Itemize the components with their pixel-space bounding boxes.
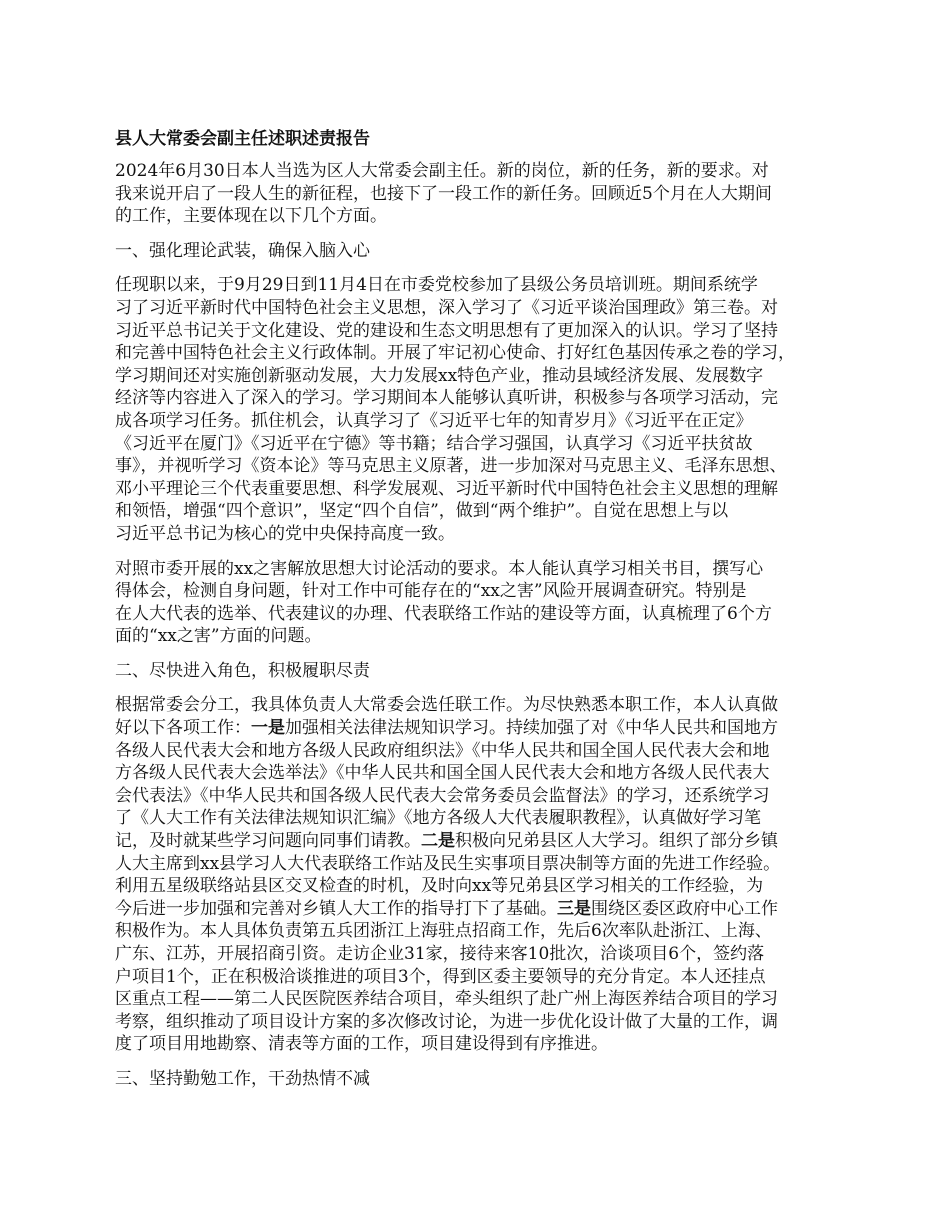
text-line: 在人大代表的选举、代表建议的办理、代表联络工作站的建设等方面，认真梳理了6个方 xyxy=(115,603,772,624)
text-line: 了《人大工作有关法律法规知识汇编》《地方各级人大代表履职教程》，认真做好学习笔 xyxy=(115,808,761,829)
text-line: 2024年6月30日本人当选为区人大常委会副主任。新的岗位，新的任务，新的要求。对 xyxy=(115,161,769,181)
text-segment: 积极向兄弟县区人大学习。组织了部分乡镇 xyxy=(455,831,778,852)
text-line: 我来说开启了一段人生的新征程，也接下了一段工作的新任务。回顾近5个月在人大期间 xyxy=(115,183,772,204)
text-line: 考察，组织推动了项目设计方案的多次修改讨论，为进一步优化设计做了大量的工作，调 xyxy=(115,1011,778,1032)
text-line xyxy=(115,830,860,853)
text-segment: 记，及时就某些学习问题向同事们请教。 xyxy=(115,831,421,852)
text-line: 区重点工程——第二人民医院医养结合项目，牵头组织了赴广州上海医养结合项目的学习 xyxy=(115,989,778,1010)
text-segment: 围绕区委区政府中心工作 xyxy=(591,898,778,919)
text-line: 和完善中国特色社会主义行政体制。开展了牢记初心使命、打好红色基因传承之卷的学习， xyxy=(115,343,795,364)
text-line: 面的“xx之害”方面的问题。 xyxy=(115,626,322,647)
document-body xyxy=(115,160,860,1091)
text-line: 方各级人民代表大会选举法》《中华人民共和国全国人民代表大会和地方各级人民代表大 xyxy=(115,763,770,784)
text-line: 得体会，检测自身问题，针对工作中可能存在的“xx之害”风险开展调查研究。特别是 xyxy=(115,581,747,602)
text-line: 邓小平理论三个代表重要思想、科学发展观、习近平新时代中国特色社会主义思想的理解 xyxy=(115,478,778,499)
text-line: 对照市委开展的xx之害解放思想大讨论活动的要求。本人能认真学习相关书目，撰写心 xyxy=(115,558,764,579)
section-heading xyxy=(115,240,860,263)
bold-lead-term: 三是 xyxy=(557,898,591,919)
text-line: 广东、江苏，开展招商引资。走访企业31家，接待来客10批次，洽谈项目6个，签约落 xyxy=(115,944,765,964)
text-line: 的工作，主要体现在以下几个方面。 xyxy=(115,206,387,227)
text-line: 习了习近平新时代中国特色社会主义思想，深入学习了《习近平谈治国理政》第三卷。对 xyxy=(115,297,778,318)
text-line: 户项目1个，正在积极洽谈推进的项目3个，得到区委主要领导的充分肯定。本人还挂点 xyxy=(115,966,766,987)
text-line: 和领悟，增强“四个意识”，坚定“四个自信”，做到“两个维护”。自觉在思想上与以 xyxy=(115,501,729,522)
paragraph xyxy=(115,558,860,648)
text-line xyxy=(115,898,860,921)
text-line: 人大主席到xx县学习人大代表联络工作站及民生实事项目票决制等方面的先进工作经验。 xyxy=(115,853,781,874)
text-line: 经济等内容进入了深入的学习。学习期间本人能够认真听讲，积极参与各项学习活动，完 xyxy=(115,388,778,409)
document-title: 县人大常委会副主任述职述责报告 xyxy=(115,129,370,149)
paragraph xyxy=(115,274,860,545)
text-line: 习近平总书记为核心的党中央保持高度一致。 xyxy=(115,523,455,544)
bold-lead-term: 二是 xyxy=(421,831,455,852)
text-line: 《习近平在厦门》《习近平在宁德》等书籍；结合学习强国，认真学习《习近平扶贫故 xyxy=(115,433,753,454)
text-line: 一、强化理论武装，确保入脑入心 xyxy=(115,240,370,261)
text-segment: 好以下各项工作： xyxy=(115,718,251,739)
section-heading xyxy=(115,660,860,683)
text-line: 根据常委会分工，我具体负责人大常委会选任联工作。为尽快熟悉本职工作，本人认真做 xyxy=(115,695,778,716)
text-segment: 加强相关法律法规知识学习。持续加强了对《中华人民共和国地方 xyxy=(285,718,778,739)
text-line: 学习期间还对实施创新驱动发展，大力发展xx特色产业，推动县域经济发展、发展数字 xyxy=(115,365,764,386)
text-line: 利用五星级联络站县区交叉检查的时机，及时向xx等兄弟县区学习相关的工作经验，为 xyxy=(115,876,764,897)
section-heading xyxy=(115,1068,860,1091)
paragraph xyxy=(115,694,860,1056)
text-line: 积极作为。本人具体负责第五兵团浙江上海驻点招商工作，先后6次率队赴浙江、上海、 xyxy=(115,921,772,942)
text-line: 二、尽快进入角色，积极履职尽责 xyxy=(115,660,370,681)
bold-lead-term: 一是 xyxy=(251,718,285,739)
text-line: 任现职以来，于9月29日到11月4日在市委党校参加了县级公务员培训班。期间系统学 xyxy=(115,275,758,296)
text-line: 事》，并视听学习《资本论》等马克思主义原著，进一步加深对马克思主义、毛泽东思想、 xyxy=(115,456,787,477)
text-line: 各级人民代表大会和地方各级人民政府组织法》《中华人民共和国全国人民代表大会和地 xyxy=(115,740,770,761)
document-page xyxy=(115,127,860,1103)
text-line: 习近平总书记关于文化建设、党的建设和生态文明思想有了更加深入的认识。学习了坚持 xyxy=(115,320,778,341)
paragraph xyxy=(115,160,860,228)
text-segment: 今后进一步加强和完善对乡镇人大工作的指导打下了基础。 xyxy=(115,898,557,919)
text-line: 度了项目用地勘察、清表等方面的工作，项目建设得到有序推进。 xyxy=(115,1034,608,1055)
text-line: 三、坚持勤勉工作，干劲热情不减 xyxy=(115,1068,370,1089)
text-line: 成各项学习任务。抓住机会，认真学习了《习近平七年的知青岁月》《习近平在正定》 xyxy=(115,410,753,431)
text-line xyxy=(115,717,860,740)
text-line: 会代表法》《中华人民共和国各级人民代表大会常务委员会监督法》的学习，还系统学习 xyxy=(115,785,770,806)
